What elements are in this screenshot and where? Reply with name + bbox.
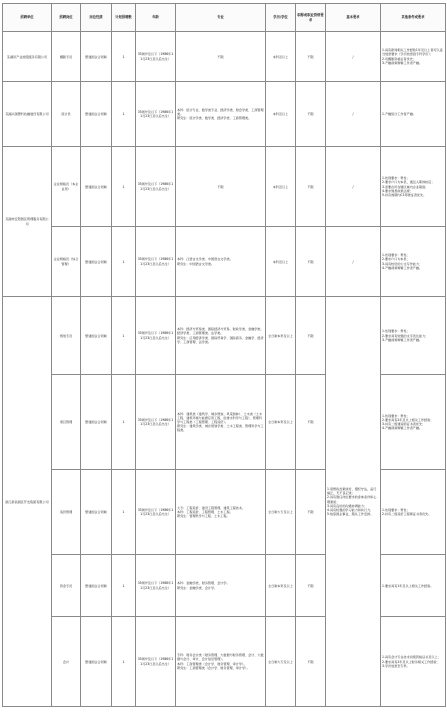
age-cell: 35周岁及以下（1986年11月23日及以后出生） (136, 470, 176, 555)
nature-cell: 整建国企合同制 (81, 297, 112, 375)
header-count: 计划招聘数 (112, 4, 136, 32)
header-major: 专业 (176, 4, 266, 32)
post-cell: 规划专员 (52, 297, 81, 375)
other-cell: 1.性别要求：男性； 2.要求户口为本县，通过入职体检后； 3.需要在所在辖区域内企业联络； 4.要求熟悉政策法规； 5.持有效期内C1驾驶证者优先。 (381, 147, 446, 227)
count-cell: 1 (112, 470, 136, 555)
post-cell: 造价管理 (52, 470, 81, 555)
edu-cell: 全日制本科及以上 (266, 555, 296, 617)
nature-cell: 整建国企合同制 (81, 32, 112, 82)
post-cell: 企业网格员（本企业用） (52, 147, 81, 227)
count-cell: 1 (112, 147, 136, 227)
other-cell: 1.具有新闻相关工作经验1年及以上者可以适当放宽要求（学历放宽到专科学历）； 2.有摄影资格证者优先； 3.产融视频剪辑工作者产融。 (381, 32, 446, 82)
basic-cell: / (326, 227, 381, 297)
major-cell: 本科：建筑类（建筑学、城乡规划、风景园林）、土木类（土木工程、建筑环境与能源应用工程、给排水科学与工程）、管理科学与工程类（工程管理、工程造价）。 研究生：建筑学类、城乡规划学类、土木工程类、管理科学与工程类。 (176, 375, 266, 470)
nature-cell: 整建国企合同制 (81, 555, 112, 617)
nature-cell: 整建国企合同制 (81, 82, 112, 147)
major-cell: 不限 (176, 32, 266, 82)
age-cell: 35周岁及以下（1986年11月23日及以后出生） (136, 227, 176, 297)
other-cell: 1.性别要求：男性； 2.要求具有2年及以上相关工作经验； 3.持有二级建造师证书者优先； 4.产融视频剪辑工作者产融。 (381, 375, 446, 470)
edu-cell: 本科及以上 (266, 82, 296, 147)
title-cell: 不限 (296, 297, 326, 375)
edu-cell: 全日制本科及以上 (266, 375, 296, 470)
edu-cell: 全日制本科及以上 (266, 297, 296, 375)
age-cell: 35周岁及以下（1986年11月23日及以后出生） (136, 32, 176, 82)
other-cell: 1.性别要求：男性； 2.要求户口为本县； 3.具有较好的公文写作能力； 4.产融视频剪辑工作者产融。 (381, 227, 446, 297)
major-cell: 本科：经济与贸易类、国际经济与贸易、财政学类、金融学类、经济学类、工商管理类、法学类。 研究生：应用经济学类、国际贸易学、国际商务、金融学、经济学、工商管理、法学类。 (176, 297, 266, 375)
table-row (3, 147, 446, 227)
table-row (3, 297, 446, 375)
basic-cell: 1.思想政治素质好，遵纪守法，品行端正，无不良记录； 2.具有胜任岗位要求的身体条件和心理素质； 3.具有良好的沟通协调能力； 4.具有较强的学习能力和执行力； 5.热爱国企事业，服从工作安排。 (326, 297, 381, 707)
unit-cell: 芜湖市安阳园区管理服务有限公司 (3, 147, 52, 297)
header-education: 学历/学位 (266, 4, 296, 32)
post-cell: 摄影专员 (52, 32, 81, 82)
other-cell: 1.性别要求：男性； 2.持有二级造价工程师证书者优先。 (381, 470, 446, 555)
unit-cell: 芜湖兴国慧科技融建设有限公司 (3, 82, 52, 147)
title-cell: 不限 (296, 470, 326, 555)
header-other: 其他条件或要求 (381, 4, 446, 32)
title-cell: 不限 (296, 617, 326, 707)
age-cell: 35周岁及以下（1986年11月23日及以后出生） (136, 375, 176, 470)
major-cell: 本科：金融学类、财务管理、会计学。 研究生：金融学类、会计学。 (176, 555, 266, 617)
nature-cell: 整建国企合同制 (81, 617, 112, 707)
table-row (3, 227, 446, 297)
nature-cell: 整建国企合同制 (81, 227, 112, 297)
count-cell: 1 (112, 82, 136, 147)
edu-cell: 全日制大专及以上 (266, 470, 296, 555)
recruitment-table (2, 3, 446, 707)
header-age: 年龄 (136, 4, 176, 32)
unit-cell: 芜湖县产业控股服务有限公司 (3, 32, 52, 82)
post-cell: 会计 (52, 617, 81, 707)
other-cell: 1.要求具有1年及以上相关工作经验。 (381, 555, 446, 617)
basic-cell: / (326, 32, 381, 82)
major-cell: 大专：工程造价、建设工程管理、建筑工程技术。 本科：工程造价、工程管理、土木工程。 研究生：管理科学与工程、土木工程。 (176, 470, 266, 555)
table-row (3, 32, 446, 82)
nature-cell: 整建国企合同制 (81, 375, 112, 470)
header-post: 招聘岗位 (52, 4, 81, 32)
title-cell: 不限 (296, 375, 326, 470)
age-cell: 35周岁及以下（1986年11月23日及以后出生） (136, 555, 176, 617)
age-cell: 35周岁及以下（1986年11月23日及以后出生） (136, 147, 176, 227)
table-row (3, 82, 446, 147)
count-cell: 1 (112, 227, 136, 297)
count-cell: 1 (112, 297, 136, 375)
age-cell: 35周岁及以下（1986年11月23日及以后出生） (136, 82, 176, 147)
count-cell: 1 (112, 555, 136, 617)
nature-cell: 整建国企合同制 (81, 147, 112, 227)
count-cell: 1 (112, 32, 136, 82)
other-cell: 1.具有会计专业技术初级资格证书及以上； 2.要求具有2年及以上财务相关工作经验； 3.学历放宽至专科。 (381, 617, 446, 707)
unit-cell: 浙江新昌园区开发集团有限公司 (3, 297, 52, 707)
major-cell: 专科：财务会计类（财务管理、大数据与财务管理、会计、大数据与会计、审计、会计信息管理）。 本科：工商管理类（会计学、财务管理、审计学）。 研究生：工商管理类（会计学、财务管理、审计学）。 (176, 617, 266, 707)
edu-cell: 全日制大专及以上 (266, 617, 296, 707)
post-cell: 资金专员 (52, 555, 81, 617)
major-cell: 不限 (176, 147, 266, 227)
nature-cell: 整建国企合同制 (81, 470, 112, 555)
header-row (3, 4, 446, 32)
age-cell: 35周岁及以下（1986年11月23日及以后出生） (136, 617, 176, 707)
title-cell: 不限 (296, 147, 326, 227)
title-cell: 不限 (296, 82, 326, 147)
header-basic: 基本要求 (326, 4, 381, 32)
basic-cell: / (326, 82, 381, 147)
other-cell: 1.性别要求：男性； 2.要求具有较强的文字表达能力； 3.产融视频剪辑工作者产融。 (381, 297, 446, 375)
basic-cell: / (326, 147, 381, 227)
post-cell: 项目管理 (52, 375, 81, 470)
edu-cell: 本科及以上 (266, 32, 296, 82)
other-cell: 1.产融统计工作者产融。 (381, 82, 446, 147)
count-cell: 1 (112, 617, 136, 707)
count-cell: 1 (112, 375, 136, 470)
header-unit: 招聘单位 (3, 4, 52, 32)
header-nature: 岗位性质 (81, 4, 112, 32)
post-cell: 企业网格员（综合管理） (52, 227, 81, 297)
major-cell: 本科：统计专业、数学类专业、经济学类、财会学类、工商管理类。 研究生：统计学类、数学类、经济学类、工商管理类。 (176, 82, 266, 147)
edu-cell: 本科及以上 (266, 147, 296, 227)
title-cell: 不限 (296, 227, 326, 297)
major-cell: 本科：汉语言文学类、中国语言文学类。 研究生：中国语言文学类。 (176, 227, 266, 297)
title-cell: 不限 (296, 32, 326, 82)
header-title: 职称或职业资格要求 (296, 4, 326, 32)
edu-cell: 本科及以上 (266, 227, 296, 297)
title-cell: 不限 (296, 555, 326, 617)
age-cell: 35周岁及以下（1986年11月23日及以后出生） (136, 297, 176, 375)
post-cell: 统计员 (52, 82, 81, 147)
